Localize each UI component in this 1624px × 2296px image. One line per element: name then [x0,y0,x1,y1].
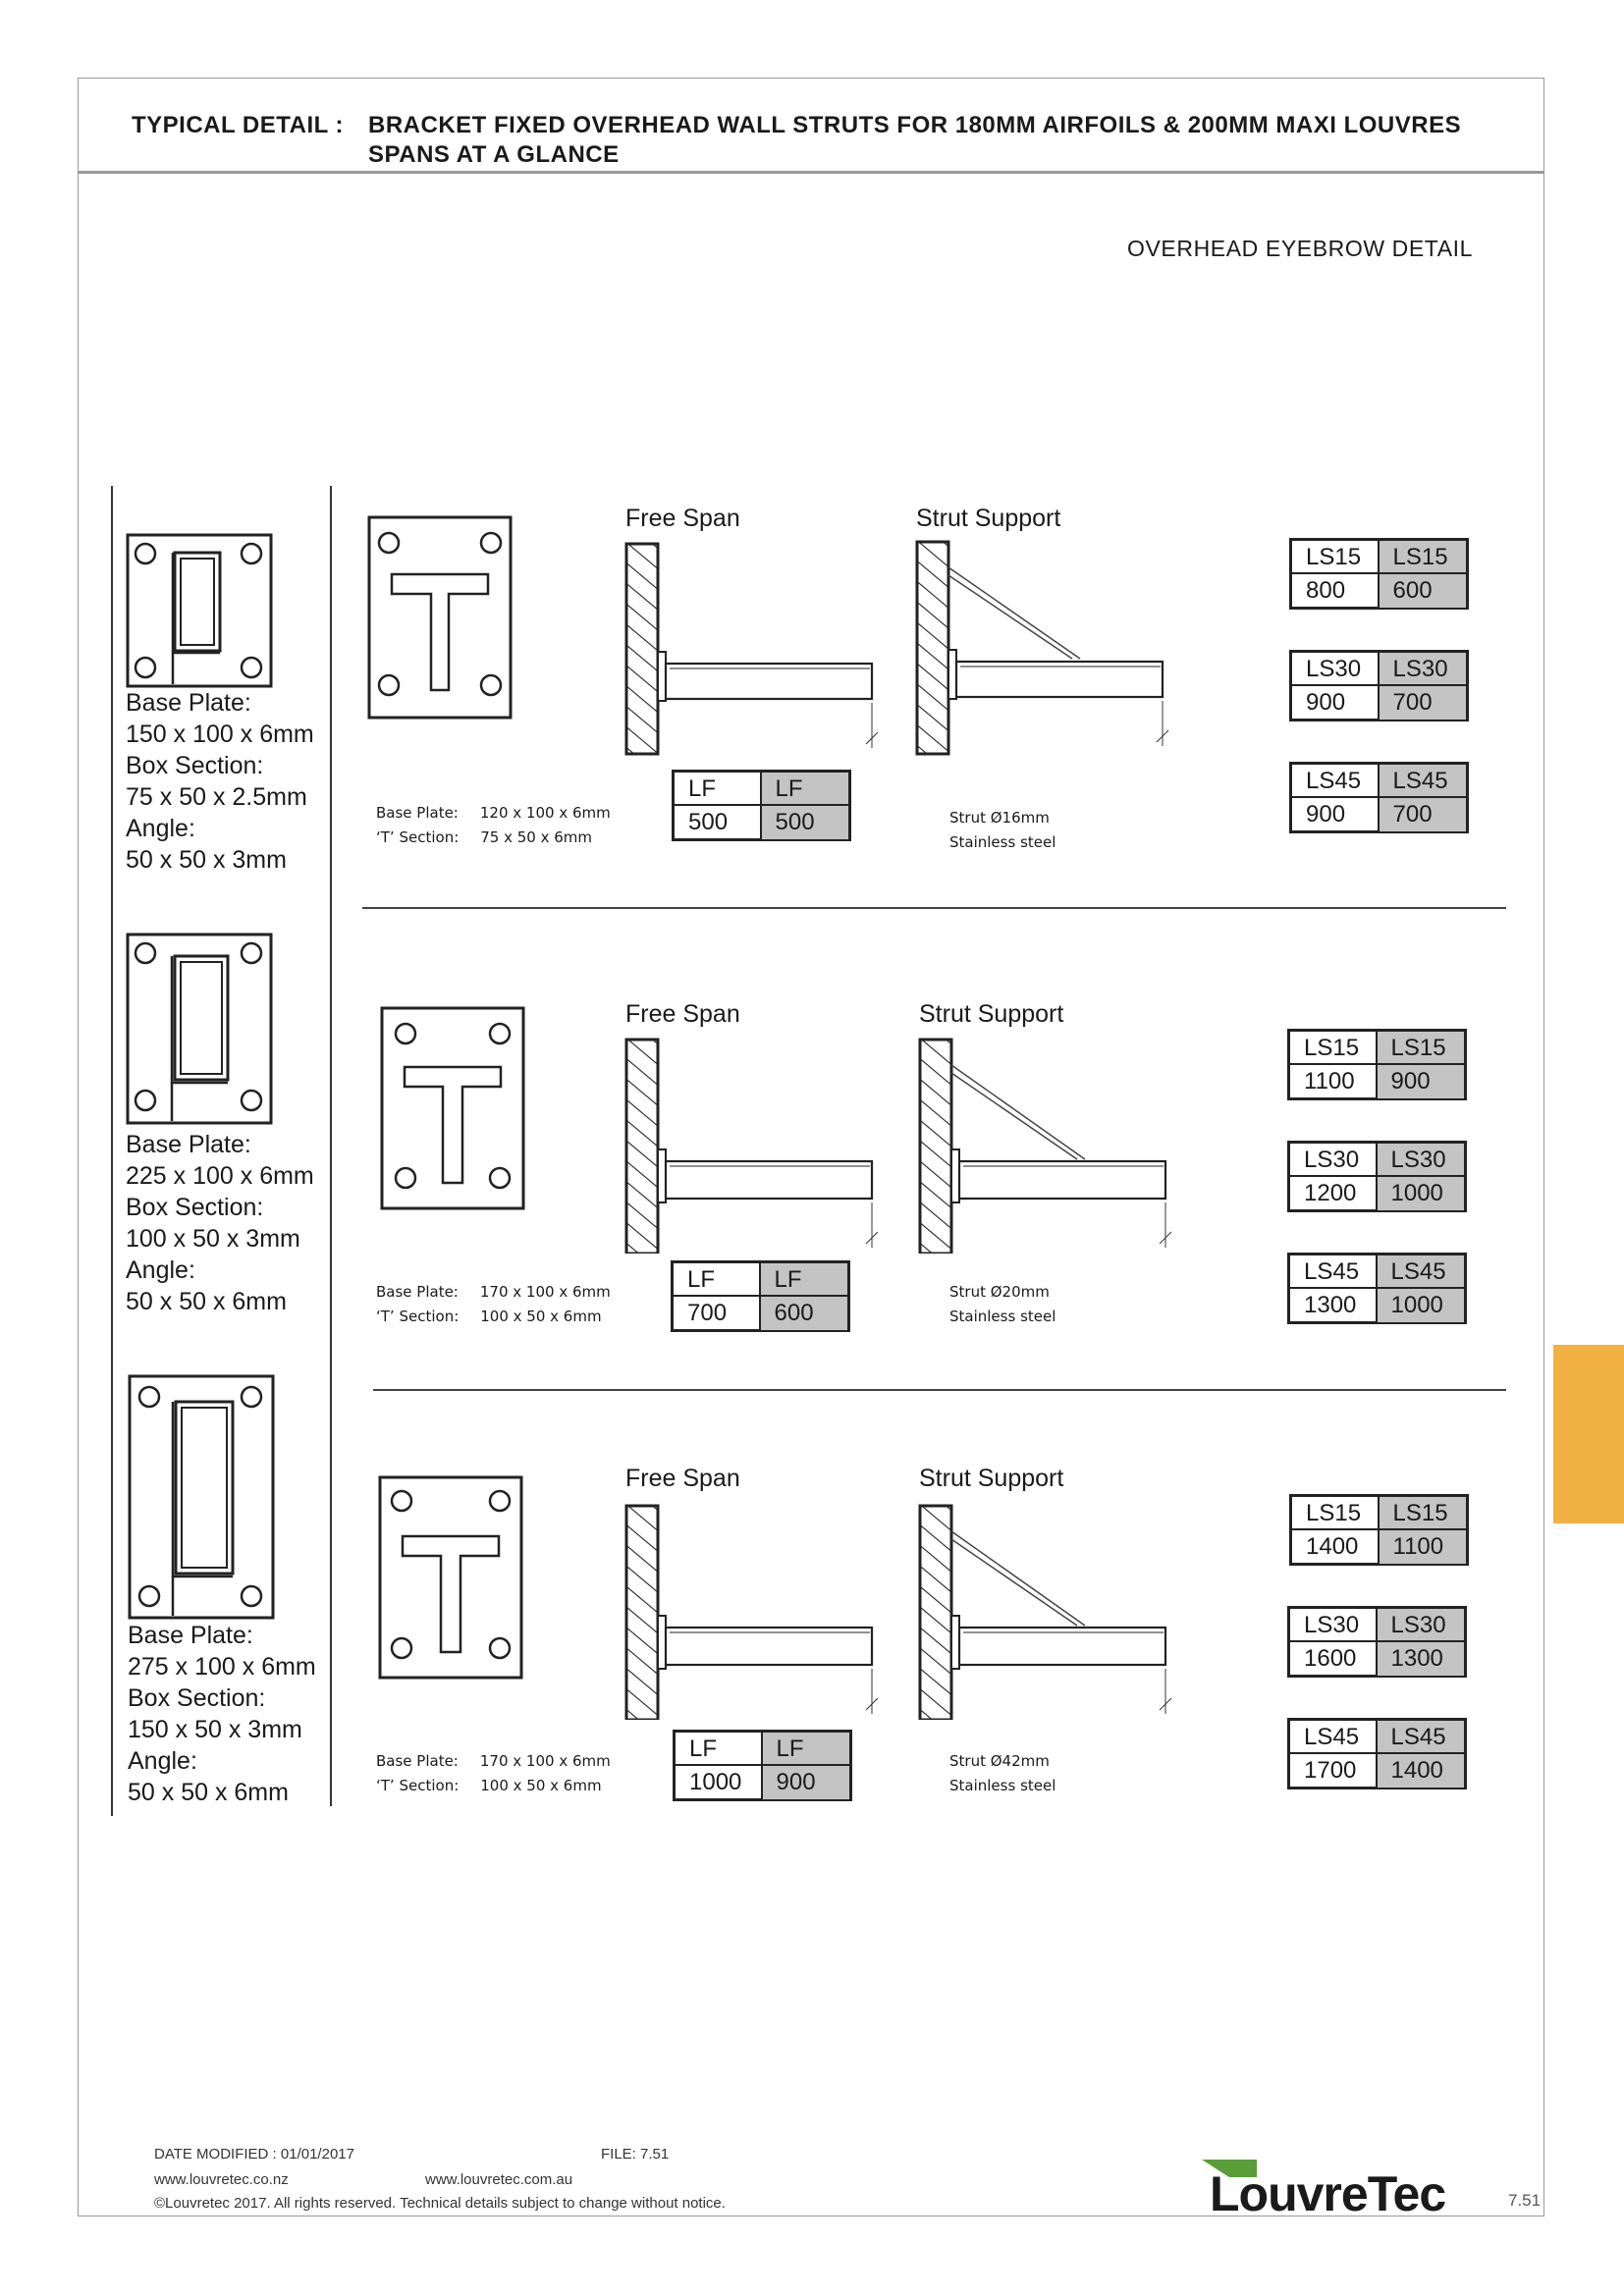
ls30-table: LS30 LS30 1200 1000 [1287,1141,1467,1212]
tee-bracket-plate-icon [367,515,513,720]
box-section-plate-icon [126,533,275,690]
header-rule [78,171,1544,174]
tee-spec: Base Plate: 170 x 100 x 6mm ‘T’ Section: 100 x 50 x 6mm [376,1283,611,1325]
free-span-label: Free Span [625,505,740,532]
ls45-table: LS45 LS45 1300 1000 [1287,1253,1467,1324]
lf-table: LF LF 500 500 [672,770,851,841]
strut-support-drawing [916,1502,1181,1720]
footer-file: FILE: 7.51 [601,2146,670,2163]
strut-support-label: Strut Support [919,1000,1064,1028]
row-divider-1 [362,907,1506,909]
free-span-drawing [623,1502,888,1720]
page-number: 7.51 [1508,2191,1542,2210]
ls15-table: LS15 LS15 800 600 [1289,538,1469,610]
louvretec-logo: LouvreTec [1200,2156,1455,2216]
ls45-table: LS45 LS45 900 700 [1289,762,1469,833]
footer-link-nz[interactable]: www.louvretec.co.nz [154,2171,289,2188]
header-title-line2: SPANS AT A GLANCE [368,141,620,168]
footer-date: DATE MODIFIED : 01/01/2017 [154,2146,354,2163]
section-tab [1553,1345,1624,1523]
section-label: OVERHEAD EYEBROW DETAIL [1127,236,1474,261]
ls15-table: LS15 LS15 1100 900 [1287,1029,1467,1100]
free-span-drawing [623,1036,888,1254]
strut-support-label: Strut Support [916,505,1061,532]
left-spec: Base Plate: 150 x 100 x 6mm Box Section: 75 x 50 x 2.5mm Angle: 50 x 50 x 3mm [126,689,314,874]
lf-table: LF LF 700 600 [671,1260,850,1332]
ls15-table: LS15 LS15 1400 1100 [1289,1494,1469,1566]
tee-spec: Base Plate: 170 x 100 x 6mm ‘T’ Section: 100 x 50 x 6mm [376,1752,611,1794]
header-title-line1: BRACKET FIXED OVERHEAD WALL STRUTS FOR 180MM AIRFOILS & 200MM MAXI LOUVRES [368,112,1462,138]
box-section-plate-icon [126,933,275,1125]
tee-bracket-plate-icon [380,1006,525,1210]
strut-note: Strut Ø42mm Stainless steel [949,1752,1056,1794]
strut-support-drawing [916,1036,1181,1254]
ls30-table: LS30 LS30 1600 1300 [1287,1606,1467,1678]
free-span-drawing [623,540,888,756]
tee-spec: Base Plate: 120 x 100 x 6mm ‘T’ Section: 75 x 50 x 6mm [376,804,611,846]
free-span-label: Free Span [625,1000,740,1028]
left-border-line [111,486,113,1816]
strut-support-drawing [913,538,1178,756]
left-spec: Base Plate: 225 x 100 x 6mm Box Section: 100 x 50 x 3mm Angle: 50 x 50 x 6mm [126,1131,314,1315]
header-prefix: TYPICAL DETAIL : [132,112,345,138]
free-span-label: Free Span [625,1465,740,1492]
footer-copyright: ©Louvretec 2017. All rights reserved. Technical details subject to change without notice. [154,2195,726,2212]
ls45-table: LS45 LS45 1700 1400 [1287,1718,1467,1789]
column-divider [330,486,332,1806]
strut-note: Strut Ø20mm Stainless steel [949,1283,1056,1325]
box-section-plate-icon [128,1374,275,1620]
ls30-table: LS30 LS30 900 700 [1289,650,1469,721]
footer-link-au[interactable]: www.louvretec.com.au [425,2171,573,2188]
strut-support-label: Strut Support [919,1465,1064,1492]
row-divider-2 [373,1389,1506,1391]
tee-bracket-plate-icon [378,1475,523,1680]
strut-note: Strut Ø16mm Stainless steel [949,809,1056,851]
lf-table: LF LF 1000 900 [673,1730,852,1801]
left-spec: Base Plate: 275 x 100 x 6mm Box Section: 150 x 50 x 3mm Angle: 50 x 50 x 6mm [128,1622,316,1806]
